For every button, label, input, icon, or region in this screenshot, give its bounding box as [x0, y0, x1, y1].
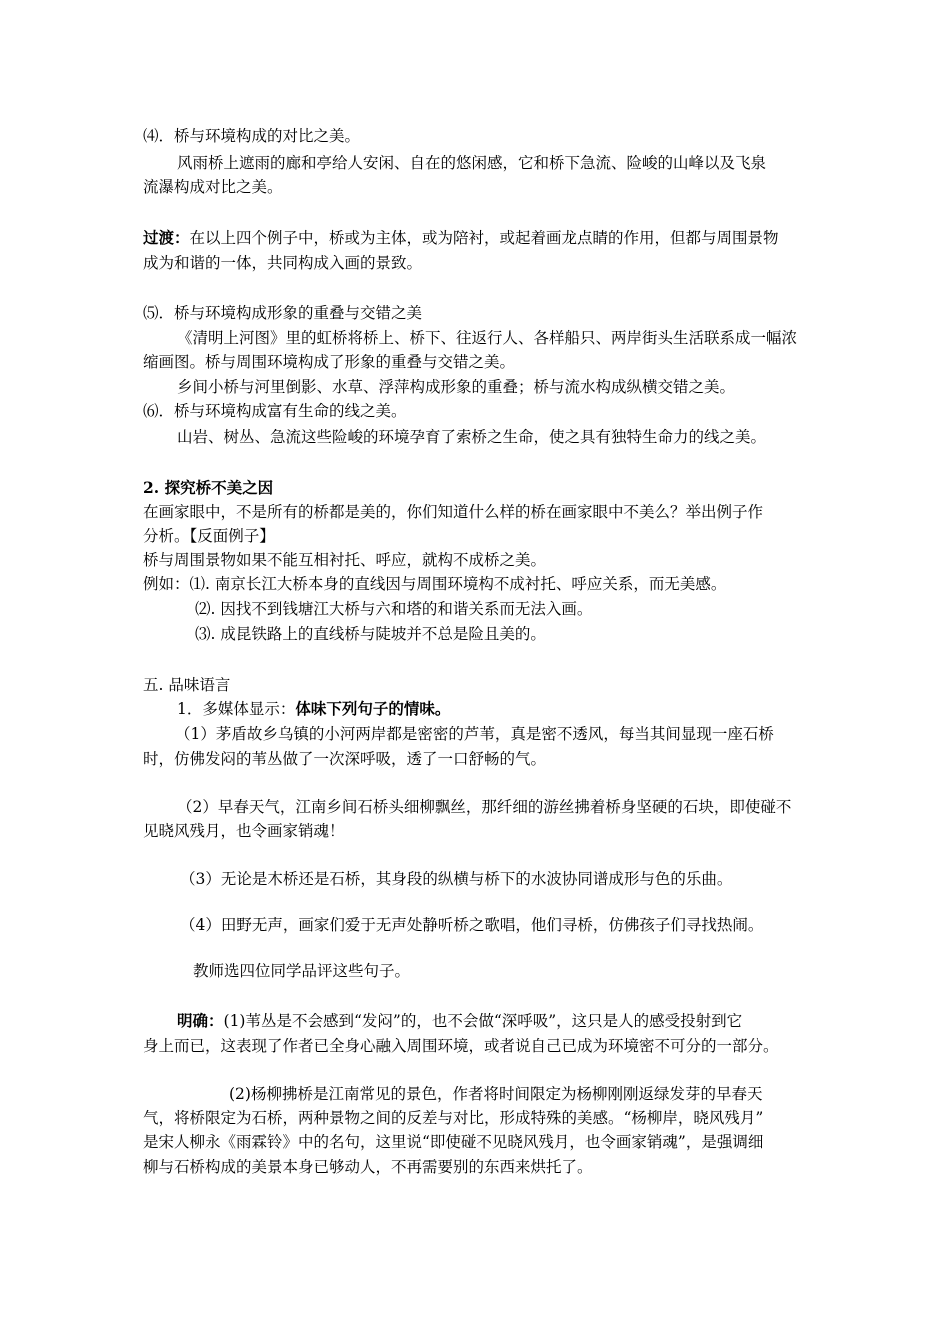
section-6-heading: ⑹．桥与环境构成富有生命的线之美。 — [143, 402, 407, 420]
section-5-paragraph-line-2: 缩画图。桥与周围环境构成了形象的重叠与交错之美。 — [143, 353, 516, 371]
part-5-heading: 五. 品味语言 — [143, 676, 231, 694]
part-2-heading: 2. 探究桥不美之因 — [143, 478, 274, 497]
sentence-1-line-2: 时，仿佛发闷的苇丛做了一次深呼吸，透了一口舒畅的气。 — [143, 750, 547, 768]
transition-line-2: 成为和谐的一体，共同构成入画的景致。 — [143, 254, 423, 272]
part-2-question-line-1: 在画家眼中，不是所有的桥都是美的，你们知道什么样的桥在画家眼中不美么？举出例子作 — [143, 503, 764, 521]
part-2-example-3: ⑶. 成昆铁路上的直线桥与陡坡并不总是险且美的。 — [195, 625, 546, 643]
section-5-paragraph-line-1: 《清明上河图》里的虹桥将桥上、桥下、往返行人、各样船只、两岸街头生活联系成一幅浓 — [177, 329, 798, 347]
section-6-paragraph: 山岩、树丛、急流这些险峻的环境孕育了索桥之生命，使之具有独特生命力的线之美。 — [177, 428, 767, 446]
answer-2-line-3: 是宋人柳永《雨霖铃》中的名句，这里说“即使碰不见晓风残月，也令画家销魂”，是强调细 — [143, 1133, 764, 1151]
sentence-3: （3）无论是木桥还是石桥，其身段的纵横与桥下的水波协同谱成形与色的乐曲。 — [180, 870, 733, 888]
multimedia-prefix: 1．多媒体显示： — [177, 700, 296, 718]
transition-label: 过渡： — [143, 228, 190, 247]
part-2-question-line-2: 分析。【反面例子】 — [143, 527, 275, 545]
answer-2-line-4: 柳与石桥构成的美景本身已够动人，不再需要别的东西来烘托了。 — [143, 1158, 593, 1176]
sentence-4: （4）田野无声，画家们爱于无声处静听桥之歌唱，他们寻桥，仿佛孩子们寻找热闹。 — [180, 916, 764, 934]
answer-label: 明确： — [177, 1011, 224, 1030]
multimedia-instruction: 体味下列句子的情味。 — [295, 699, 451, 718]
answer-2-line-2: 气，将桥限定为石桥，两种景物之间的反差与对比，形成特殊的美感。“杨柳岸，晓风残月” — [143, 1109, 764, 1127]
part-2-example-2: ⑵. 因找不到钱塘江大桥与六和塔的和谐关系而无法入画。 — [195, 600, 593, 618]
multimedia-line — [177, 698, 450, 720]
answer-1-line-2: 身上而已，这表现了作者已全身心融入周围环境，或者说自己已成为环境密不可分的一部分。 — [143, 1037, 779, 1055]
section-5-heading: ⑸．桥与环境构成形象的重叠与交错之美 — [143, 304, 423, 322]
sentence-2-line-1: （2）早春天气，江南乡间石桥头细柳飘丝，那纤细的游丝拂着桥身坚硬的石块，即使碰不 — [177, 798, 792, 816]
part-2-statement: 桥与周围景物如果不能互相衬托、呼应，就构不成桥之美。 — [143, 551, 547, 569]
section-5-paragraph-2: 乡间小桥与河里倒影、水草、浮萍构成形象的重叠；桥与流水构成纵横交错之美。 — [177, 378, 736, 396]
part-2-example-1: 例如：⑴. 南京长江大桥本身的直线因与周围环境构不成衬托、呼应关系，而无美感。 — [143, 575, 727, 593]
transition-line-1 — [143, 227, 779, 249]
teacher-instruction: 教师选四位同学品评这些句子。 — [193, 962, 411, 980]
section-4-paragraph-line-2: 流瀑构成对比之美。 — [143, 178, 283, 196]
section-4-paragraph-line-1: 风雨桥上遮雨的廊和亭给人安闲、自在的悠闲感，它和桥下急流、险峻的山峰以及飞泉 — [177, 154, 767, 172]
answer-1-text: (1)苇丛是不会感到“发闷”的，也不会做“深呼吸”，这只是人的感受投射到它 — [223, 1012, 743, 1030]
answer-1-line-1 — [177, 1010, 742, 1032]
transition-text: 在以上四个例子中，桥或为主体，或为陪衬，或起着画龙点睛的作用，但都与周围景物 — [189, 229, 779, 247]
section-4-heading: ⑷．桥与环境构成的对比之美。 — [143, 127, 361, 145]
answer-2-line-1: (2)杨柳拂桥是江南常见的景色，作者将时间限定为杨柳刚刚返绿发芽的早春天 — [229, 1085, 763, 1103]
sentence-2-line-2: 见晓风残月，也令画家销魂！ — [143, 822, 345, 840]
sentence-1-line-1: （1）茅盾故乡乌镇的小河两岸都是密密的芦苇，真是密不透风，每当其间显现一座石桥 — [175, 725, 774, 743]
